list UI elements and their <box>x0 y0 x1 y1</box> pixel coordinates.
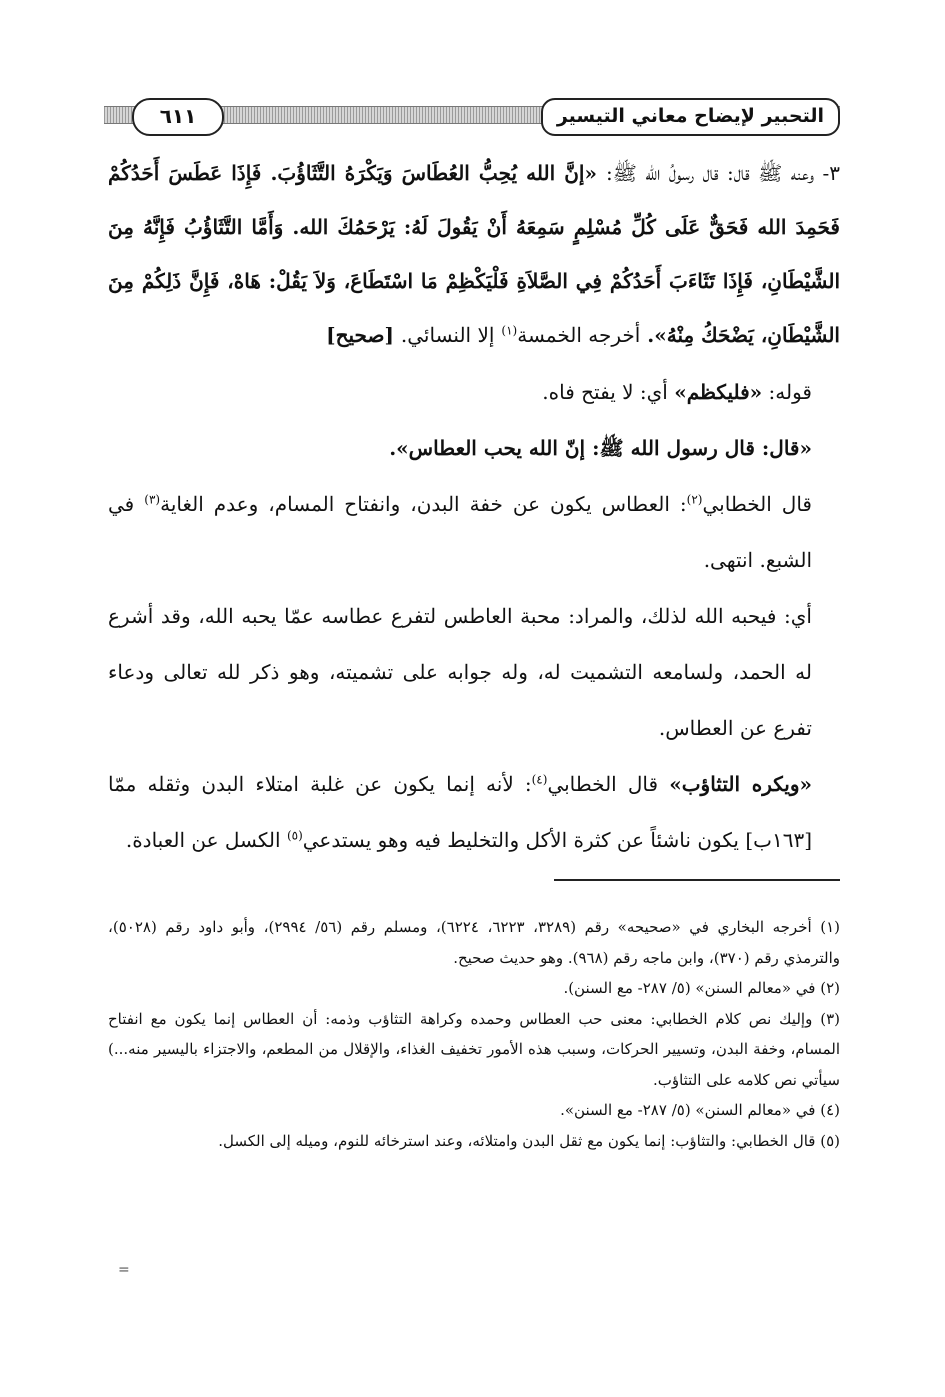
footnotes <box>108 912 840 1156</box>
page-number: ٦١١ <box>132 98 224 136</box>
gloss-explanation: أي: لا يفتح فاه. <box>542 380 668 404</box>
takhrij-text-end: إلا النسائي. <box>400 323 495 347</box>
main-text <box>108 146 840 868</box>
hadith-paragraph <box>108 146 840 362</box>
hadith-text: «إنَّ الله يُحِبُّ العُطَاسَ وَيَكْرَهُ التَّثَاؤُبَ. فَإِذَا عَطَسَ أَحَدُكُمْ فَحَمِدَ الله فَحَقٌّ عَلَى كُلِّ مُسْلِمٍ سَمِعَهُ أَنْ يَقُولَ لَهُ: يَرْحَمُكَ الله. وَأَمَّا التَّثَاؤُبُ فَإِنَّهُ مِنَ الشَّيْطَانِ، فَإِذَا تَثَاءَبَ أَحَدُكُمْ فِي الصَّلاَةِ فَلْيَكْظِمْ مَا اسْتَطَاعَ، وَلاَ يَقُلْ: هَاهْ، فَإِنَّ ذَلِكُمْ مِنَ الشَّيْطَانِ، يَضْحَكُ مِنْهُ». <box>108 161 840 347</box>
gloss-term: «فليكظم» <box>674 380 763 404</box>
footnote-1: (١) أخرجه البخاري في «صحيحه» رقم (٣٢٨٩، ٦٢٢٣، ٦٢٢٤)، ومسلم رقم (٥٦/ ٢٩٩٤)، وأبو داود رقم (٥٠٢٨)، والترمذي رقم (٣٧٠)، وابن ماجه رقم (٩٦٨). وهو حديث صحيح. <box>108 918 841 967</box>
commentary-text: : لأنه إنما يكون عن غلبة امتلاء البدن وثقله ممّا [١٦٣ب] يكون ناشئاً عن كثرة الأكل والتخليط فيه وهو يستدعي <box>108 772 812 852</box>
quoted-heading: «قال: قال رسول الله ﷺ: إنّ الله يحب العطاس». <box>389 436 812 460</box>
footnote-ref-1: (١) <box>501 323 518 338</box>
commentary-text: في الشبع. انتهى. <box>108 492 812 572</box>
footnote-ref-2: (٢) <box>686 492 703 507</box>
footnote-3: (٣) وإليك نص كلام الخطابي: معنى حب العطاس وحمده وكراهة التثاؤب وذمه: أن العطاس إنما يكون مع انفتاح المسام، وخفة البدن، وتسيير الحركات، وسبب هذه الأمور تخفيف الغذاء، والإقلال من المطعم، والاجتزاء باليسير منه...) سيأتي نص كلامه على التثاؤب. <box>108 1009 840 1089</box>
gloss-lead: قوله: <box>768 380 812 404</box>
footnote-ref-3: (٣) <box>144 492 161 507</box>
commentary-text: الكسل عن العبادة. <box>125 828 281 852</box>
commentary-term: «ويكره التثاؤب» <box>669 772 813 796</box>
running-header <box>104 98 840 136</box>
footnote-2: (٢) في «معالم السنن» (٥/ ٢٨٧- مع السنن). <box>563 979 840 997</box>
footnote-ref-5: (٥) <box>286 828 303 843</box>
footnote-separator <box>554 879 840 881</box>
footnote-ref-4: (٤) <box>531 772 548 787</box>
footnote-4: (٤) في «معالم السنن» (٥/ ٢٨٧- مع السنن». <box>560 1101 840 1119</box>
takhrij-text: أخرجه الخمسة <box>517 323 641 347</box>
gloss-paragraph-1 <box>108 364 840 420</box>
commentary-text: قال الخطابي <box>702 492 812 516</box>
footnote-5: (٥) قال الخطابي: والتثاؤب: إنما يكون مع ثقل البدن وامتلائه، وعند استرخائه للنوم، وميله إلى الكسل. <box>218 1131 840 1150</box>
commentary-text: : العطاس يكون عن خفة البدن، وانفتاح المسام، وعدم الغاية <box>160 492 687 516</box>
commentary-paragraph-2: أي: فيحبه الله لذلك، والمراد: محبة العاطس لتفرع عطاسه عمّا يحبه الله، وقد أشرع له الحمد، ولسامعه التشميت له، وله جوابه على تشميته، وهو ذكر لله تعالى ودعاء تفرع عن العطاس. <box>108 604 812 740</box>
hadith-grade: [صحيح] <box>326 323 394 347</box>
commentary-paragraph-1 <box>108 476 840 588</box>
book-title: التحبير لإيضاح معاني التيسير <box>541 98 840 136</box>
commentary-text: قال الخطابي <box>547 772 659 796</box>
hadith-intro: ٣- وعنه ﷺ قال: قال رسولُ الله ﷺ: <box>606 161 840 185</box>
page-marker: = <box>118 1262 130 1278</box>
commentary-paragraph-3 <box>108 756 840 868</box>
